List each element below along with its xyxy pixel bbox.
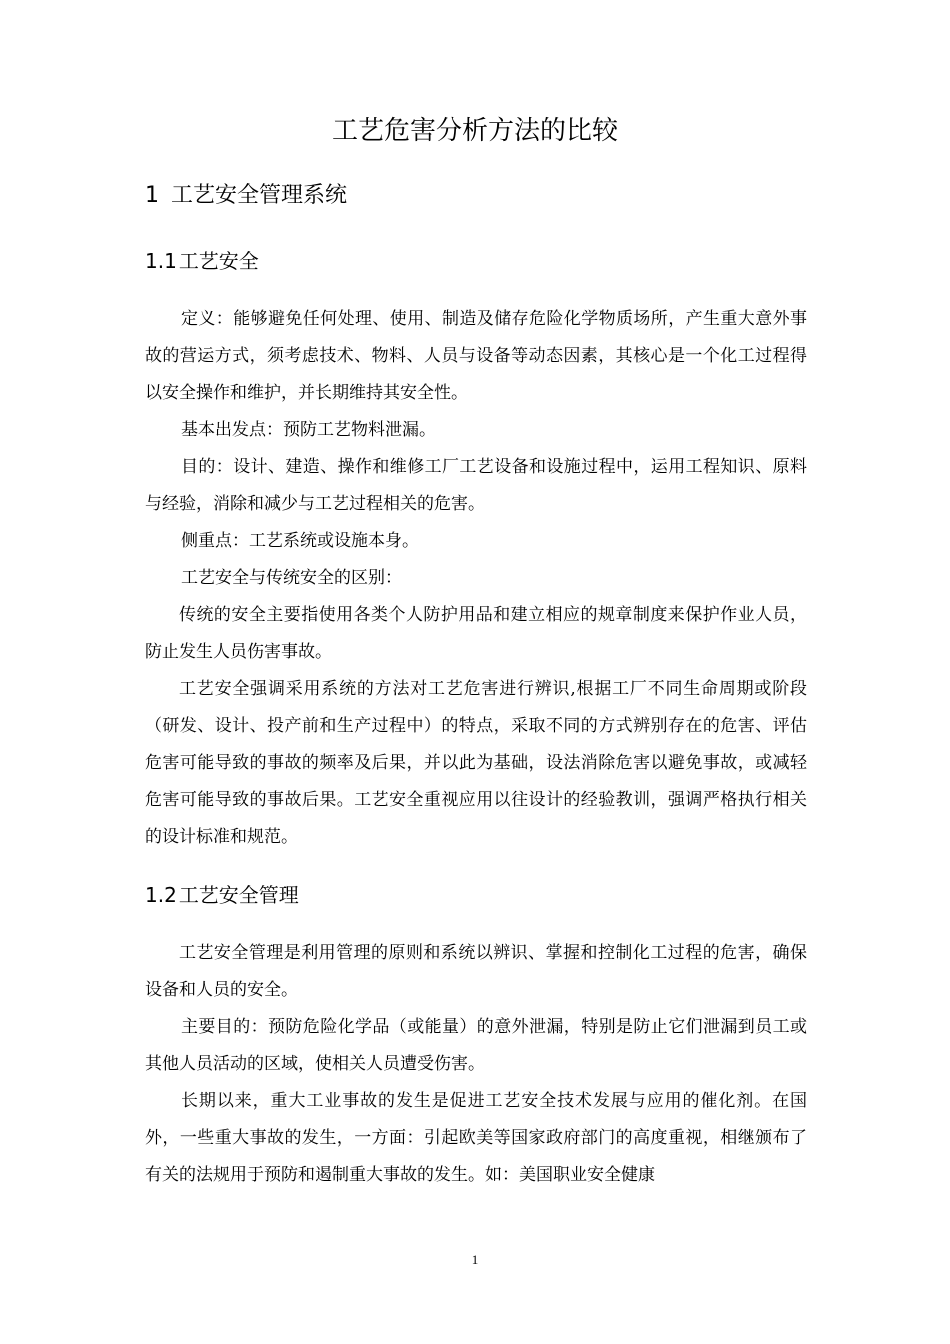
paragraph-psm-definition: 工艺安全管理是利用管理的原则和系统以辨识、掌握和控制化工过程的危害，确保设备和人员的安全。	[145, 943, 807, 1000]
section-1-1-heading	[145, 246, 259, 276]
section-1-heading	[145, 180, 347, 212]
document-title: 工艺危害分析方法的比较	[331, 116, 618, 146]
section-1-2-number: 1.2	[145, 883, 177, 907]
page-number: 1	[471, 1252, 479, 1267]
paragraph-difference-heading: 工艺安全与传统安全的区别：	[181, 568, 402, 588]
section-1-number: 1	[145, 183, 159, 208]
paragraph-purpose: 目的：设计、建造、操作和维修工厂工艺设备和设施过程中，运用工程知识、原料与经验，消除和减少与工艺过程相关的危害。	[145, 457, 807, 514]
paragraph-psm-purpose: 主要目的：预防危险化学品（或能量）的意外泄漏，特别是防止它们泄漏到员工或其他人员活动的区域，使相关人员遭受伤害。	[145, 1017, 807, 1074]
paragraph-starting-point: 基本出发点：预防工艺物料泄漏。	[181, 420, 436, 440]
paragraph-traditional-safety: 传统的安全主要指使用各类个人防护用品和建立相应的规章制度来保护作业人员，防止发生人员伤害事故。	[145, 605, 807, 662]
paragraph-focus: 侧重点：工艺系统或设施本身。	[181, 531, 419, 551]
section-1-1-title: 工艺安全	[178, 249, 259, 273]
section-1-1-number: 1.1	[145, 249, 177, 273]
paragraph-process-safety: 工艺安全强调采用系统的方法对工艺危害进行辨识,根据工厂不同生命周期或阶段（研发、设计、投产前和生产过程中）的特点，采取不同的方式辨别存在的危害、评估危害可能导致的事故的频率及后果，并以此为基础，设法消除危害以避免事故，或减轻危害可能导致的事故后果。工艺安全重视应用以往设计的经验教训，强调严格执行相关的设计标准和规范。	[145, 679, 807, 847]
paragraph-definition: 定义：能够避免任何处理、使用、制造及储存危险化学物质场所，产生重大意外事故的营运方式，须考虑技术、物料、人员与设备等动态因素，其核心是一个化工过程得以安全操作和维护，并长期维持其安全性。	[145, 309, 807, 403]
paragraph-psm-history: 长期以来，重大工业事故的发生是促进工艺安全技术发展与应用的催化剂。在国外，一些重大事故的发生，一方面：引起欧美等国家政府部门的高度重视，相继颁布了有关的法规用于预防和遏制重大事故的发生。如：美国职业安全健康	[145, 1091, 807, 1185]
section-1-1-body	[145, 301, 807, 856]
section-1-2-body	[145, 935, 807, 1194]
section-1-2-heading	[145, 880, 299, 910]
section-1-2-title: 工艺安全管理	[178, 883, 299, 907]
section-1-title: 工艺安全管理系统	[171, 183, 348, 208]
